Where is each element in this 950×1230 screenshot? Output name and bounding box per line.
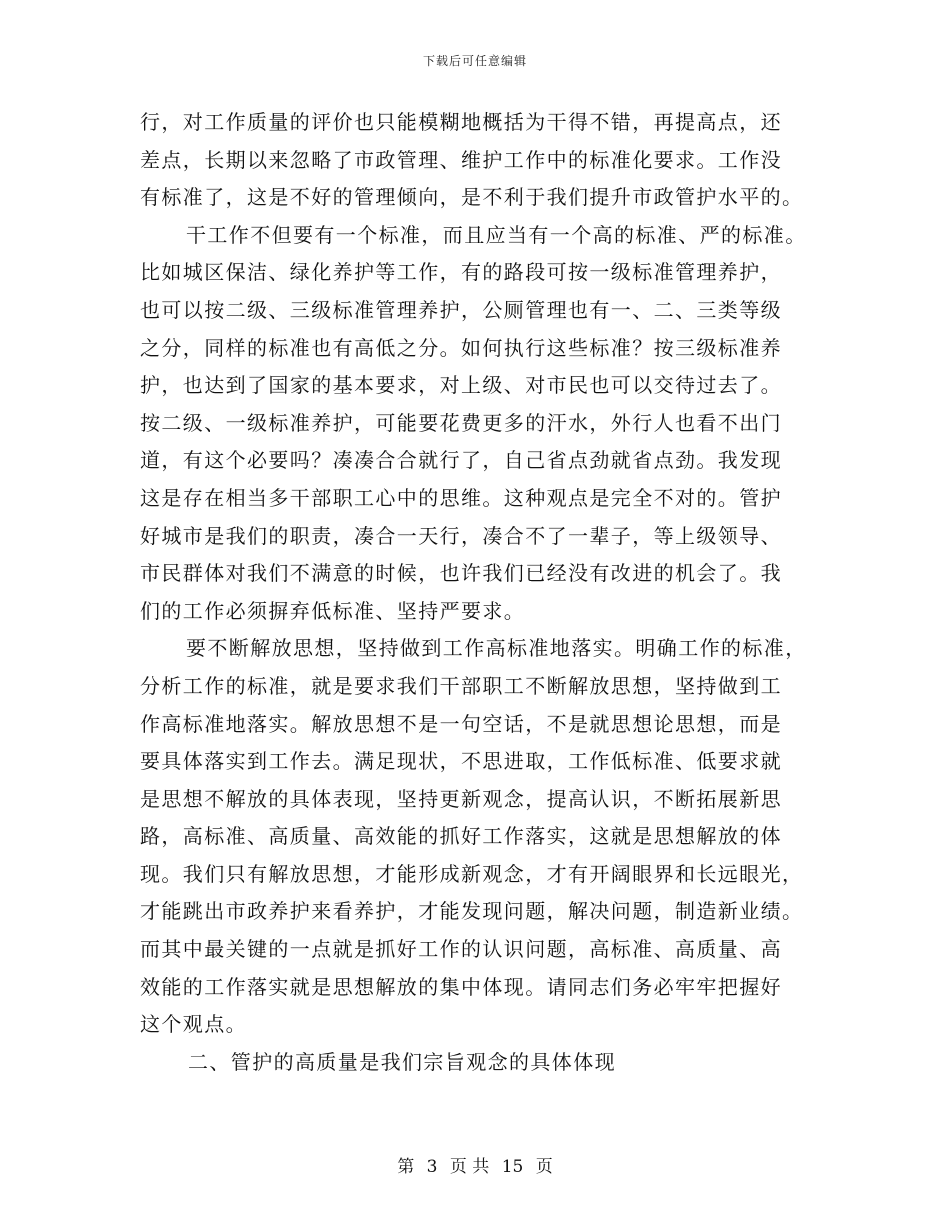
footer-prefix: 第 [397, 1157, 415, 1177]
text-line: 有标准了，这是不好的管理倾向，是不利于我们提升市政管护水平的。 [140, 185, 804, 210]
text-line: 也可以按二级、三级标准管理养护，公厕管理也有一、二、三类等级 [140, 297, 782, 322]
text-line: 路，高标准、高质量、高效能的抓好工作落实，这就是思想解放的体 [140, 824, 782, 849]
text-line: 市民群体对我们不满意的时候，也许我们已经没有改进的机会了。我 [140, 561, 782, 586]
document-body [140, 104, 810, 1081]
text-line: 现。我们只有解放思想，才能形成新观念，才有开阔眼界和长远眼光， [140, 861, 804, 886]
text-line: 才能跳出市政养护来看养护，才能发现问题，解决问题，制造新业绩。 [140, 899, 804, 924]
text-line: 之分，同样的标准也有高低之分。如何执行这些标准？按三级标准养 [140, 335, 782, 360]
text-line: 护，也达到了国家的基本要求，对上级、对市民也可以交待过去了。 [140, 373, 782, 398]
text-line: 差点，长期以来忽略了市政管理、维护工作中的标准化要求。工作没 [140, 147, 782, 172]
footer-middle: 页 共 [449, 1157, 490, 1177]
text-line: 作高标准地落实。解放思想不是一句空话，不是就思想论思想，而是 [140, 711, 782, 736]
section-heading: 二、管护的高质量是我们宗旨观念的具体体现 [188, 1049, 616, 1074]
total-pages-number: 15 [501, 1157, 524, 1177]
text-line: 而其中最关键的一点就是抓好工作的认识问题，高标准、高质量、高 [140, 937, 782, 962]
text-line: 好城市是我们的职责，凑合一天行，凑合不了一辈子，等上级领导、 [140, 523, 782, 548]
paragraph-start-line: 干工作不但要有一个标准，而且应当有一个高的标准、严的标准。 [186, 222, 807, 247]
text-line: 这个观点。 [140, 1012, 247, 1037]
text-line: 要具体落实到工作去。满足现状，不思进取，工作低标准、低要求就 [140, 749, 782, 774]
page-footer [0, 1152, 950, 1177]
text-line: 效能的工作落实就是思想解放的集中体现。请同志们务必牢牢把握好 [140, 974, 782, 999]
text-line: 这是存在相当多干部职工心中的思维。这种观点是完全不对的。管护 [140, 485, 782, 510]
text-line: 按二级、一级标准养护，可能要花费更多的汗水，外行人也看不出门 [140, 410, 782, 435]
text-line: 们的工作必须摒弃低标准、坚持严要求。 [140, 598, 526, 623]
current-page-number: 3 [426, 1157, 438, 1177]
text-line: 分析工作的标准，就是要求我们干部职工不断解放思想，坚持做到工 [140, 673, 782, 698]
text-line: 比如城区保洁、绿化养护等工作，有的路段可按一级标准管理养护， [140, 260, 782, 285]
text-line: 是思想不解放的具体表现，坚持更新观念，提高认识，不断拓展新思 [140, 786, 782, 811]
footer-suffix: 页 [535, 1157, 553, 1177]
page-header [0, 52, 950, 69]
paragraph-start-line: 要不断解放思想，坚持做到工作高标准地落实。明确工作的标准， [186, 636, 807, 661]
text-line: 道，有这个必要吗？凑凑合合就行了，自己省点劲就省点劲。我发现 [140, 448, 782, 473]
header-note: 下载后可任意编辑 [422, 54, 527, 68]
text-line: 行，对工作质量的评价也只能模糊地概括为干得不错，再提高点，还 [140, 110, 782, 134]
